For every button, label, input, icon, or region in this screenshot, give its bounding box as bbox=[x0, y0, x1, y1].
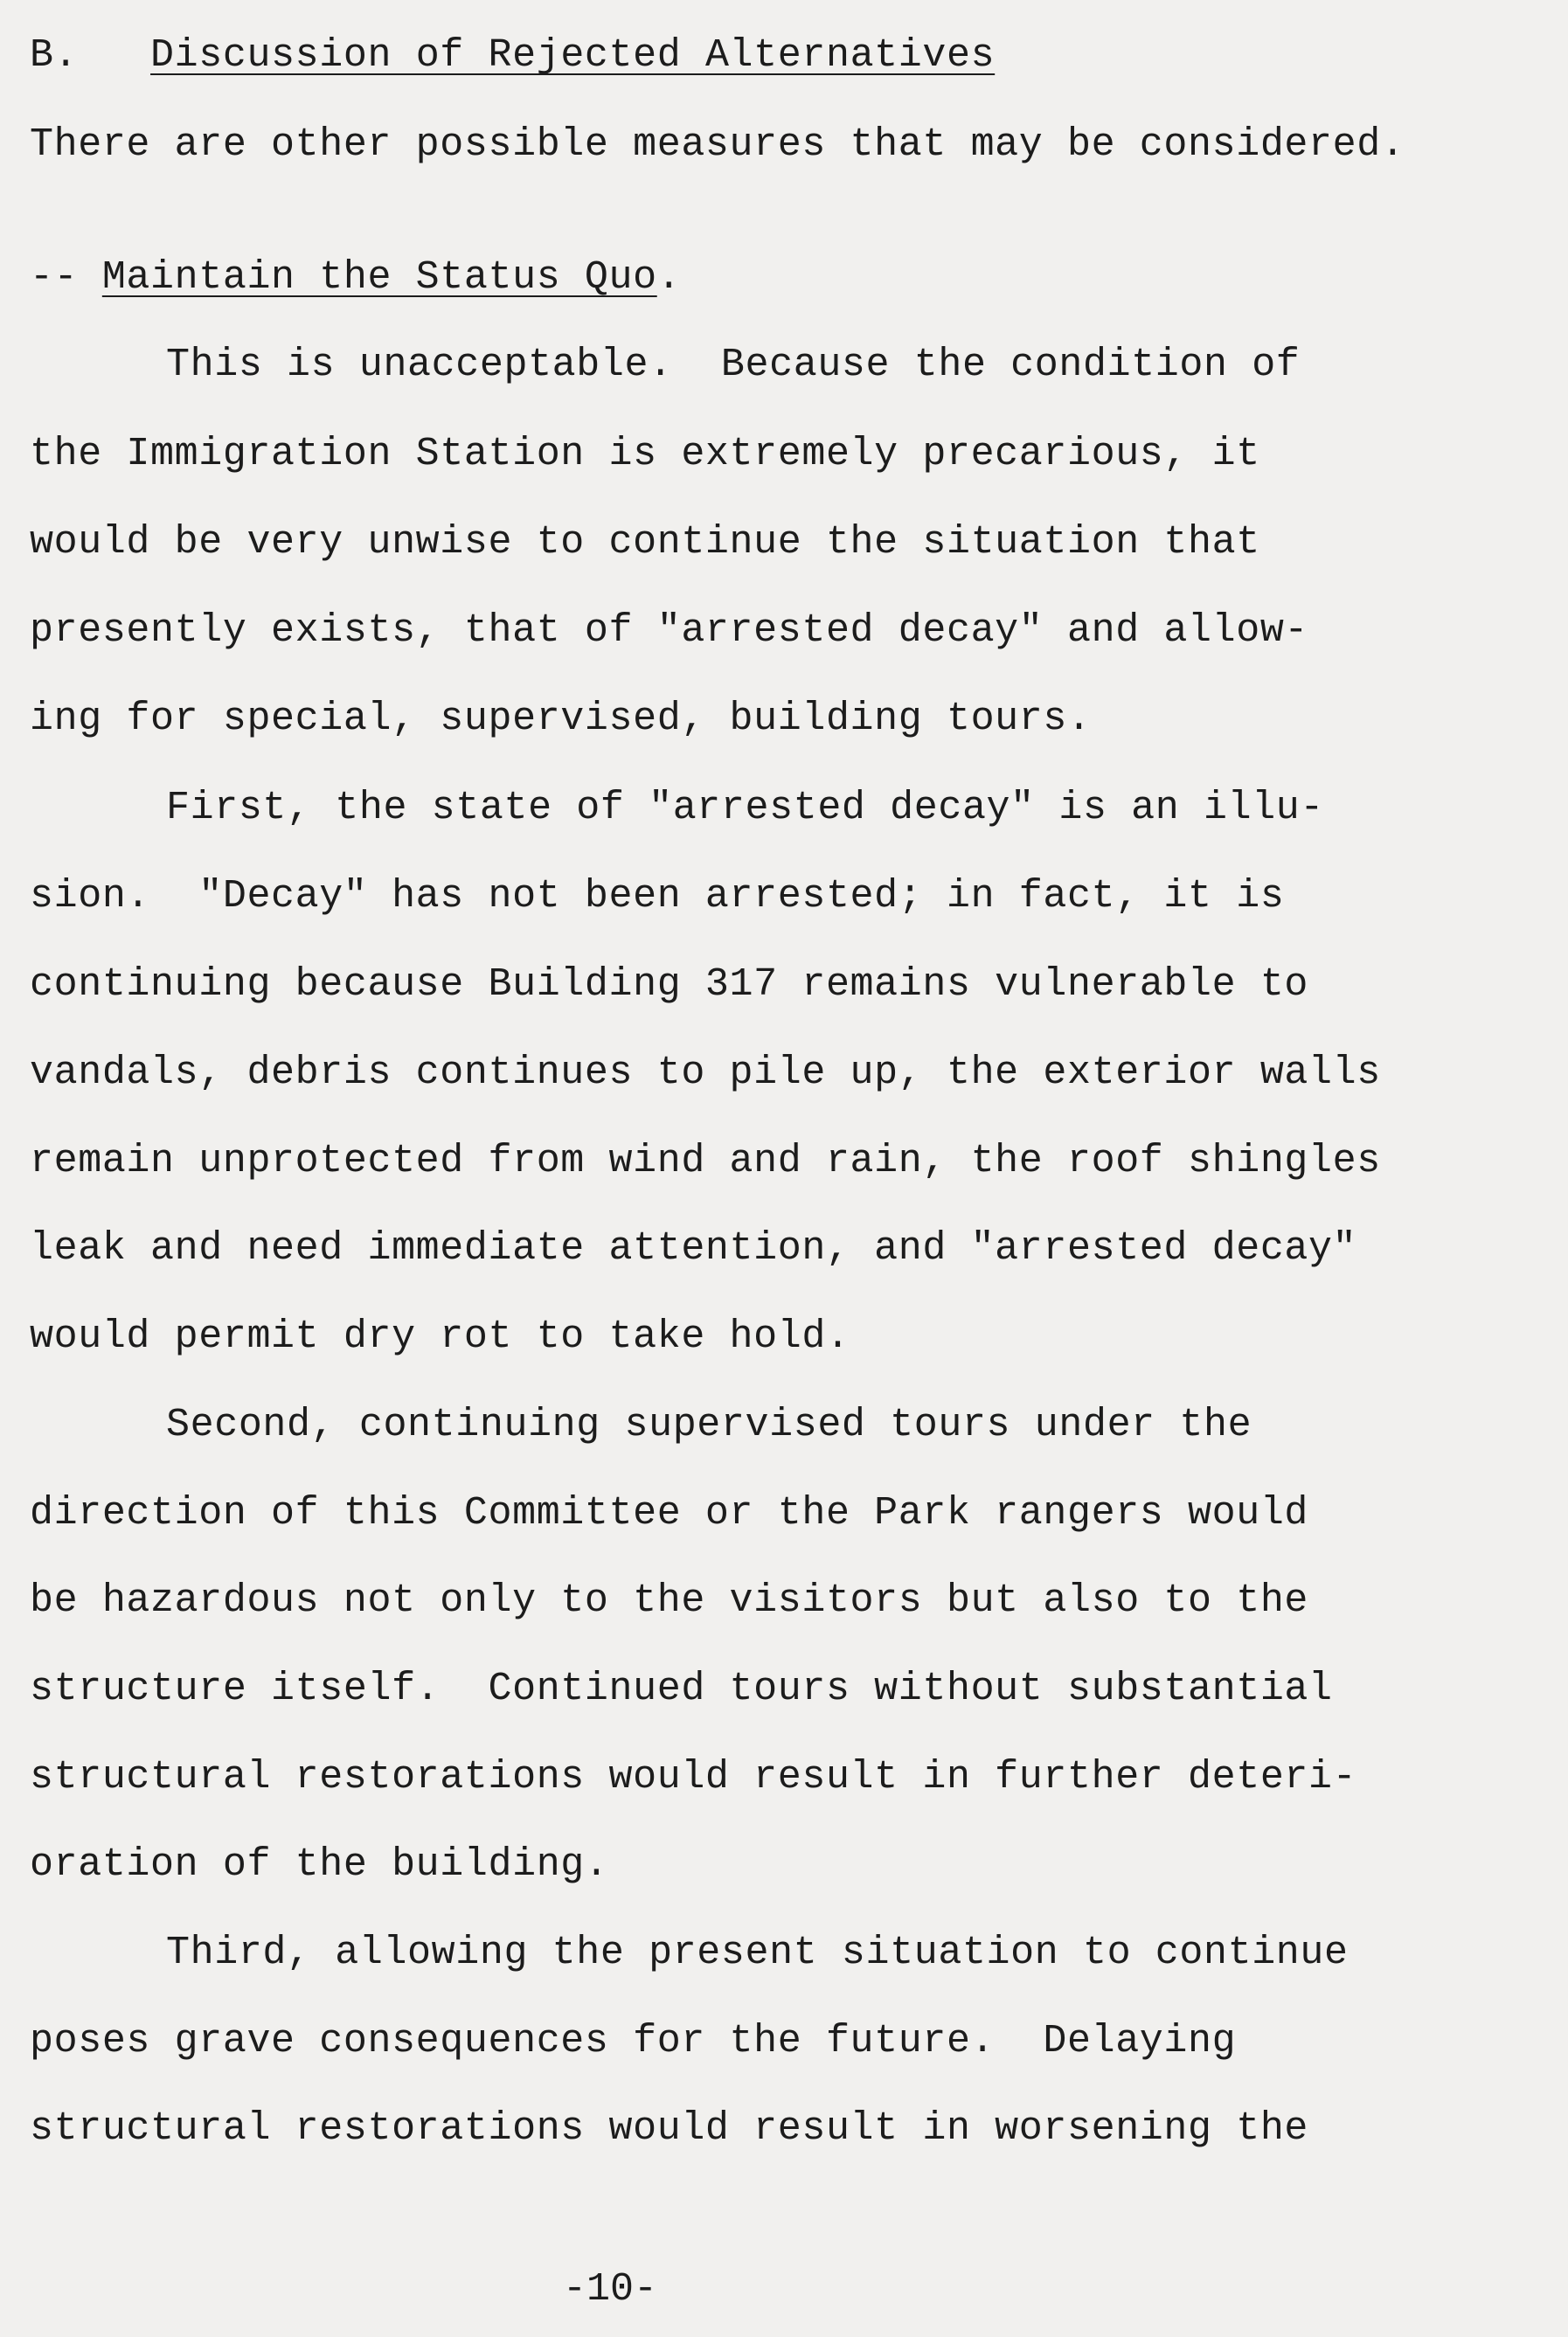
body-line: oration of the building. bbox=[30, 1842, 609, 1887]
subsection-period: . bbox=[656, 255, 682, 300]
body-line: would permit dry rot to take hold. bbox=[30, 1314, 850, 1359]
body-line: the Immigration Station is extremely precarious, it bbox=[30, 432, 1260, 476]
section-heading-line bbox=[30, 31, 995, 80]
page-number: -10- bbox=[563, 2267, 658, 2312]
body-line: Third, allowing the present situation to continue bbox=[166, 1931, 1349, 1975]
subsection-heading-line bbox=[30, 253, 681, 302]
body-line: remain unprotected from wind and rain, the roof shingles bbox=[30, 1139, 1381, 1183]
section-heading: Discussion of Rejected Alternatives bbox=[150, 33, 996, 78]
body-line: would be very unwise to continue the situation that bbox=[30, 520, 1260, 565]
body-line: structural restorations would result in worsening the bbox=[30, 2106, 1309, 2151]
body-line: continuing because Building 317 remains vulnerable to bbox=[30, 962, 1309, 1007]
body-line: First, the state of "arrested decay" is an illu- bbox=[166, 786, 1325, 830]
section-prefix: B. bbox=[30, 33, 79, 78]
body-line: be hazardous not only to the visitors but also to the bbox=[30, 1578, 1309, 1623]
body-line: direction of this Committee or the Park rangers would bbox=[30, 1491, 1309, 1536]
body-line: structural restorations would result in further deteri- bbox=[30, 1755, 1357, 1800]
body-line: vandals, debris continues to pile up, the exterior walls bbox=[30, 1051, 1381, 1095]
body-line: ing for special, supervised, building tours. bbox=[30, 697, 1092, 741]
body-line: poses grave consequences for the future. Delaying bbox=[30, 2019, 1237, 2063]
body-line: presently exists, that of "arrested decay" and allow- bbox=[30, 608, 1309, 653]
body-line: Second, continuing supervised tours under the bbox=[166, 1403, 1252, 1447]
body-line: sion. "Decay" has not been arrested; in fact, it is bbox=[30, 874, 1285, 919]
body-line: structure itself. Continued tours without substantial bbox=[30, 1667, 1333, 1711]
body-line: leak and need immediate attention, and "arrested decay" bbox=[30, 1226, 1357, 1271]
subsection-heading: Maintain the Status Quo bbox=[101, 255, 657, 300]
subsection-dashes: -- bbox=[30, 255, 79, 300]
body-line: This is unacceptable. Because the condition of bbox=[166, 343, 1301, 387]
section-intro: There are other possible measures that may be considered. bbox=[30, 122, 1405, 167]
